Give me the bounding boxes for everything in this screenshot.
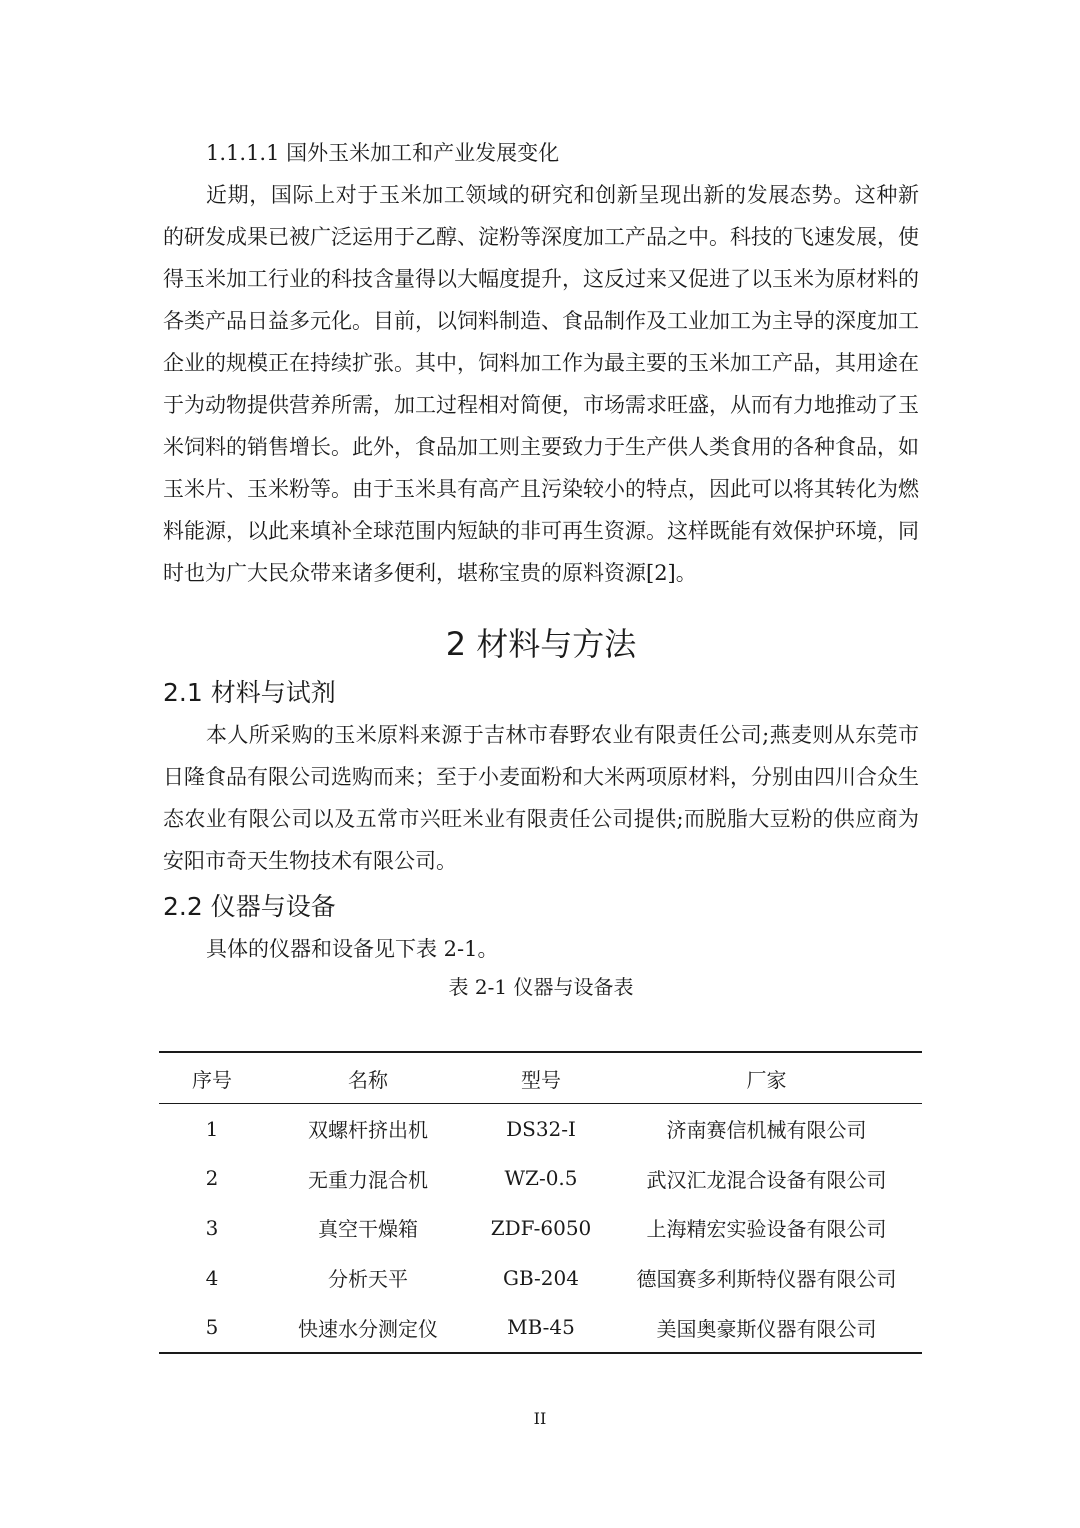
cell-model: GB-204 [503,1265,579,1290]
cell-maker: 武汉汇龙混合设备有限公司 [646,1167,887,1192]
cell-name: 真空干燥箱 [318,1217,418,1242]
cell-no: 5 [159,1302,265,1353]
cell-maker: 美国奥豪斯仪器有限公司 [611,1302,922,1353]
header-model: 型号 [471,1052,611,1104]
page-body [163,132,919,1012]
cell-name: 双螺杆挤出机 [308,1118,428,1143]
equipment-paragraph: 具体的仪器和设备见下表 2-1。 [206,937,499,961]
chapter-title: 2 材料与方法 [445,625,637,663]
table-header-row [159,1052,922,1104]
cell-model: WZ-0.5 [504,1166,578,1191]
cell-model: DS32-I [506,1116,576,1141]
cell-model: MB-45 [471,1302,611,1353]
cell-no: 4 [205,1265,219,1290]
equipment-table [159,1051,922,1354]
section-title-materials: 2.1 材料与试剂 [163,678,336,707]
cell-maker: 上海精宏实验设备有限公司 [646,1217,887,1242]
cell-maker: 济南赛信机械有限公司 [666,1118,867,1143]
table-row [159,1302,922,1353]
table-row [159,1253,922,1303]
cell-name: 无重力混合机 [308,1167,428,1192]
materials-paragraph: 本人所采购的玉米原料来源于吉林市春野农业有限责任公司;燕麦则从东莞市日隆食品有限公司选购而来；至于小麦面粉和大米两项原材料，分别由四川合众生态农业有限公司以及五常市兴旺米业有限责任公司提供;而脱脂大豆粉的供应商为安阳市奇天生物技术有限公司。 [163,723,919,873]
table-row [159,1104,922,1154]
header-maker: 厂家 [611,1052,922,1104]
cell-name: 快速水分测定仪 [265,1302,471,1353]
cell-no: 3 [205,1215,219,1240]
page-number: II [533,1409,547,1428]
cell-maker: 德国赛多利斯特仪器有限公司 [636,1267,897,1292]
table-row [159,1203,922,1253]
intro-paragraph: 近期，国际上对于玉米加工领域的研究和创新呈现出新的发展态势。这种新的研发成果已被广泛运用于乙醇、淀粉等深度加工产品之中。科技的飞速发展，使得玉米加工行业的科技含量得以大幅度提升，这反过来又促进了以玉米为原材料的各类产品日益多元化。目前，以饲料制造、食品制作及工业加工为主导的深度加工企业的规模正在持续扩张。其中，饲料加工作为最主要的玉米加工产品，其用途在于为动物提供营养所需，加工过程相对简便，市场需求旺盛，从而有力地推动了玉米饲料的销售增长。此外，食品加工则主要致力于生产供人类食用的各种食品，如玉米片、玉米粉等。由于玉米具有高产且污染较小的特点，因此可以将其转化为燃料能源，以此来填补全球范围内短缺的非可再生资源。这样既能有效保护环境，同时也为广大民众带来诸多便利，堪称宝贵的原料资源[2]。 [163,183,919,585]
table-caption: 表 2-1 仪器与设备表 [448,975,634,999]
cell-model: ZDF-6050 [490,1215,592,1240]
subsection-heading: 1.1.1.1 国外玉米加工和产业发展变化 [206,141,560,165]
section-title-equipment: 2.2 仪器与设备 [163,892,336,921]
header-name: 名称 [265,1052,471,1104]
cell-no: 1 [205,1116,219,1141]
header-no: 序号 [159,1052,265,1104]
cell-name: 分析天平 [328,1267,408,1292]
table-row [159,1154,922,1204]
cell-no: 2 [205,1166,219,1191]
